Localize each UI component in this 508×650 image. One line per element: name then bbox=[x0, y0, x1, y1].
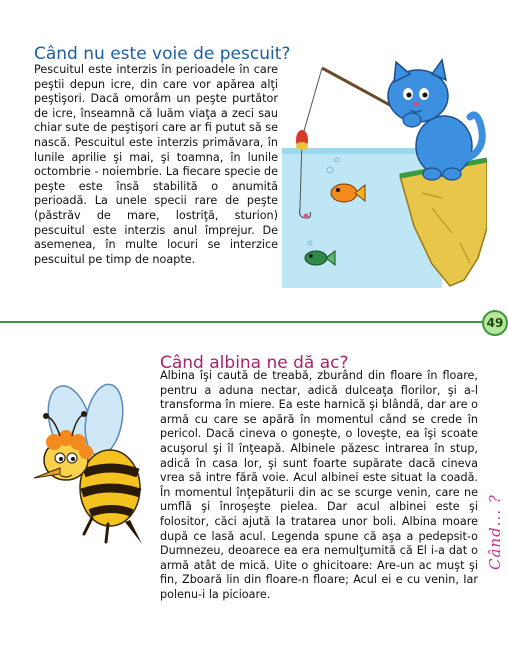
section-title-bee: Când albina ne dă ac? bbox=[160, 353, 349, 374]
side-chapter-label: Când... ? bbox=[486, 494, 504, 570]
section-body-bee: Albina îşi caută de treabă, zburând din floare în floare, pentru a aduna nectar, adică dulceaţa florilor, şi a-l transforma în miere. Ea este harnică şi blândă, dar are o armă cu care se apără în momentul când se crede în pericol. Dacă cineva o goneşte, o loveşte, ea îşi scoate acuşorul şi îl înţeapă. Albinele păzesc intrarea în stup, adică în casa lor, şi sunt foarte supărate dacă cineva vrea să intre fără voie. Acul albinei este situat la coadă. În momentul înţepăturii din ac se scurge venin, care ne umflă şi înroşeşte pielea. Dar acul albinei este şi folositor, căci ajută la tratarea unor boli. Albina moare după ce lasă acul. Legenda spune că aşa a pedepsit-o Dumnezeu, deoarece ea era nemulţumită că El i-a dat o armă atât de mică. Uite o ghicitoare: Are-un ac muşt şi fin, Zboară lin din floare-n floare; Acul ei e cu venin, Iar polenu-i la picioare. bbox=[160, 369, 478, 601]
section-title-fishing: Când nu este voie de pescuit? bbox=[34, 44, 291, 65]
section-body-fishing: Pescuitul este interzis în perioadele în care peştii depun icre, din care vor apărea alţi peştişori. Dacă omorâm un peşte purtător de icre, înseamnă că luăm viaţa a zeci sau chiar sute de peştişori care ar fi putut să se nască. Pescuitul este interzis primăvara, în lunile aprilie şi mai, şi toamna, în lunile octombrie - noiembrie. La fiecare specie de peşte este însă stabilită o anumită perioadă. La unele specii rare de peşte (păstrăv de mare, lostriţă, sturion) pescuitul este interzis anul împrejur. De asemenea, în multe locuri se interzice pescuitul pe timp de noapte. bbox=[34, 63, 278, 266]
section-divider bbox=[0, 321, 482, 323]
cartoon-bee-icon bbox=[30, 378, 160, 548]
cartoon-cat-fishing-icon bbox=[282, 58, 487, 288]
page-number-badge: 49 bbox=[482, 310, 508, 336]
